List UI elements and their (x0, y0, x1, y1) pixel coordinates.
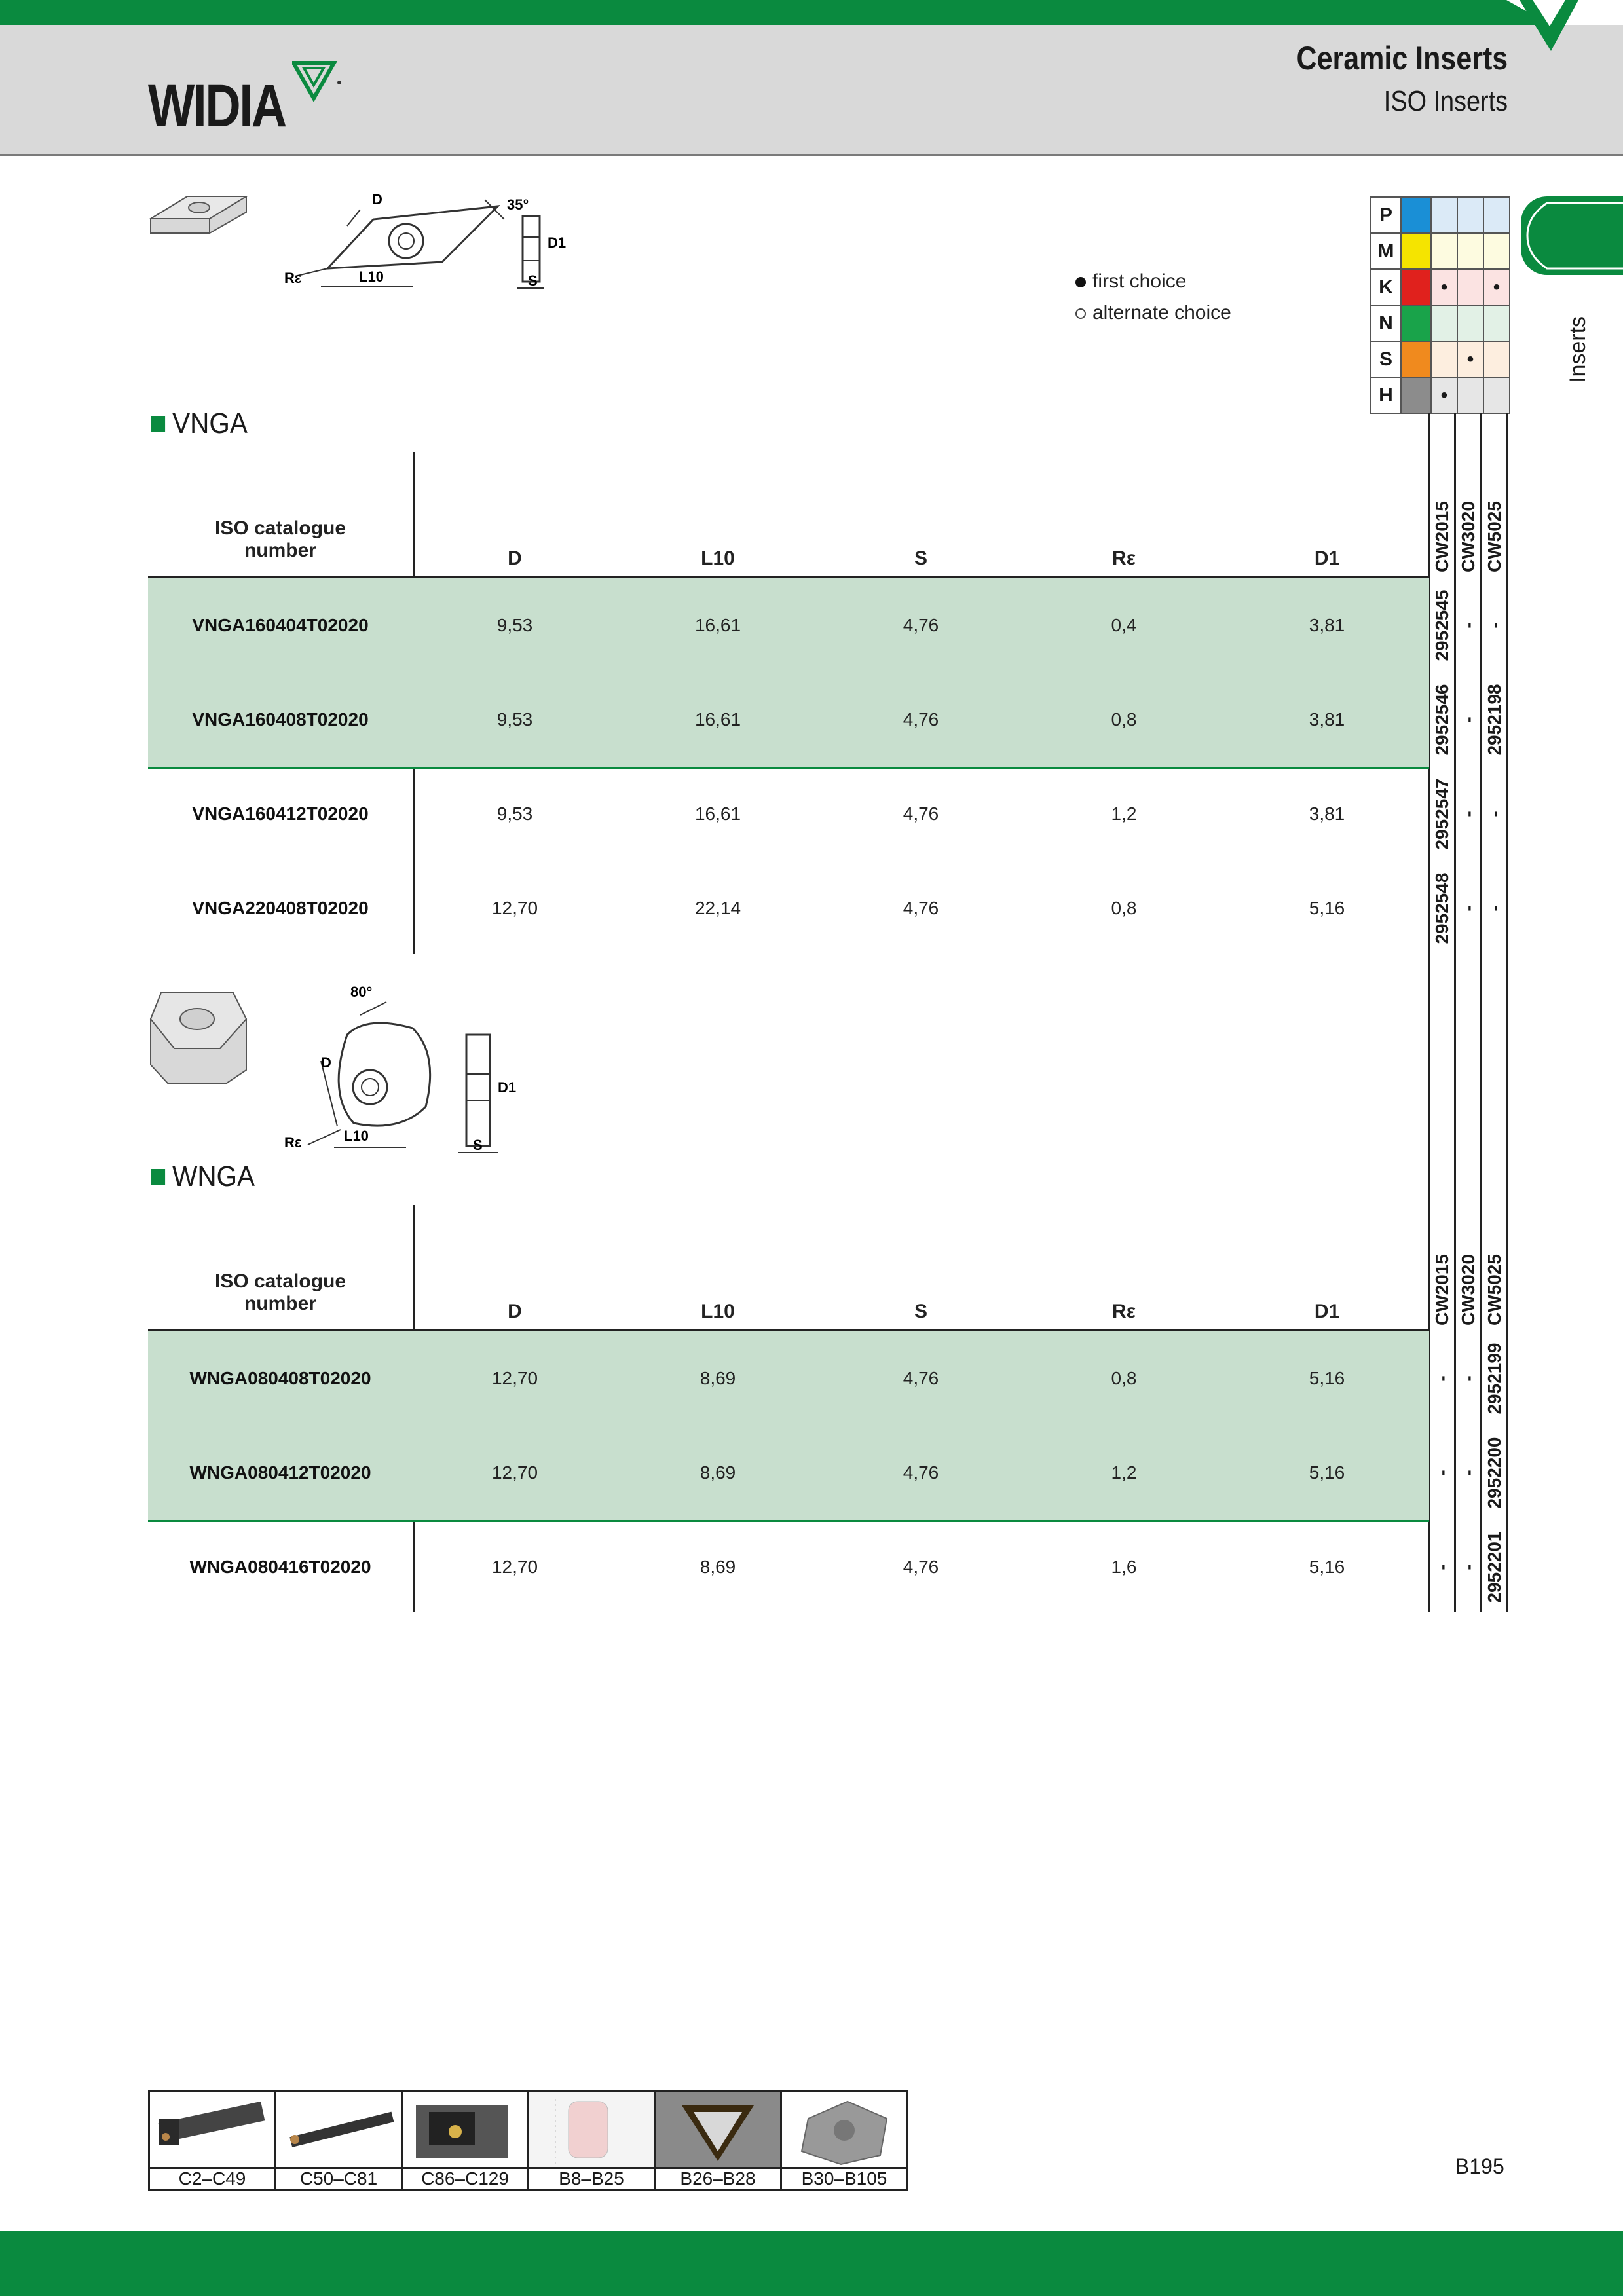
grade-col-line (1506, 413, 1508, 1612)
nav-thumbnail (403, 2092, 527, 2169)
cell-l10: 8,69 (700, 1368, 736, 1388)
page-number: B195 (1455, 2155, 1504, 2178)
catalogue-number: WNGA080412T02020 (189, 1462, 371, 1483)
material-row (1371, 341, 1510, 377)
order-number: 2952548 (1432, 872, 1452, 944)
order-number: - (1432, 1564, 1452, 1570)
wnga-section-title: WNGA (151, 1160, 255, 1193)
grade-header: CW5025 (1484, 501, 1504, 572)
dim-d-label: D (321, 1054, 331, 1071)
material-grade-mark (1431, 305, 1457, 341)
cell-s: 4,76 (903, 709, 939, 730)
material-color-swatch (1401, 233, 1431, 269)
catalogue-nav (148, 2090, 908, 2191)
grade-header: CW2015 (1432, 501, 1452, 572)
nav-thumbnail (529, 2092, 654, 2169)
material-grade-mark (1431, 197, 1457, 233)
order-number: - (1432, 1375, 1452, 1382)
order-number: 2952545 (1432, 589, 1452, 661)
order-number: - (1458, 811, 1478, 817)
nav-thumbnail (656, 2092, 780, 2169)
legend-first-choice: first choice (1075, 266, 1231, 297)
material-letter: K (1371, 269, 1401, 305)
nav-label: B26–B28 (680, 2168, 756, 2189)
order-number: - (1458, 905, 1478, 912)
page-title: Ceramic Inserts (1296, 40, 1508, 77)
cell-re: 1,6 (1111, 1557, 1137, 1577)
cell-re: 0,8 (1111, 1368, 1137, 1388)
col-header-d: D (508, 1301, 522, 1322)
cell-d: 12,70 (491, 1368, 538, 1388)
side-tab-label: Inserts (1565, 316, 1590, 383)
material-row (1371, 377, 1510, 413)
cell-l10: 8,69 (700, 1462, 736, 1483)
cell-d: 12,70 (491, 898, 538, 918)
material-grade-mark (1483, 233, 1510, 269)
cell-d1: 5,16 (1309, 1462, 1345, 1483)
material-color-swatch (1401, 197, 1431, 233)
material-grade-mark (1457, 233, 1483, 269)
material-grade-mark (1457, 305, 1483, 341)
nav-link[interactable] (655, 2092, 781, 2190)
cell-re: 0,8 (1111, 898, 1137, 918)
nav-link[interactable] (529, 2092, 655, 2190)
bottom-green-bar (0, 2231, 1623, 2296)
cell-d: 12,70 (491, 1557, 538, 1577)
order-number: - (1484, 905, 1504, 912)
col-header-re: Rε (1112, 1301, 1136, 1322)
dim-re-label: Rε (284, 1134, 302, 1151)
material-grade-mark (1457, 197, 1483, 233)
grade-col-line (1480, 413, 1482, 1612)
dim-d1-label: D1 (548, 234, 567, 251)
col-header-iso: ISO catalogue number (214, 517, 346, 561)
material-row (1371, 269, 1510, 305)
cell-d1: 5,16 (1309, 898, 1345, 918)
corner-notch-icon (1506, 0, 1623, 52)
cell-s: 4,76 (903, 804, 939, 824)
wnga-dimension-drawing (282, 982, 524, 1159)
nav-link[interactable] (149, 2092, 276, 2190)
cell-d: 9,53 (496, 804, 533, 824)
catalogue-number: VNGA160404T02020 (192, 615, 369, 635)
cell-re: 0,4 (1111, 615, 1137, 635)
dim-s-label: S (528, 272, 538, 289)
cell-l10: 22,14 (694, 898, 741, 918)
material-grade-mark (1431, 233, 1457, 269)
cell-d1: 3,81 (1309, 615, 1345, 635)
grade-col-line (1454, 413, 1456, 1612)
material-grade-mark (1483, 197, 1510, 233)
cell-d: 9,53 (496, 709, 533, 730)
cell-d1: 5,16 (1309, 1368, 1345, 1388)
grade-header: CW3020 (1458, 501, 1478, 572)
material-letter: S (1371, 341, 1401, 377)
col-header-s: S (914, 547, 927, 569)
cell-d1: 5,16 (1309, 1557, 1345, 1577)
material-grade-mark (1431, 341, 1457, 377)
cell-re: 1,2 (1111, 804, 1137, 824)
col-header-d1: D1 (1314, 1301, 1340, 1322)
catalogue-number: WNGA080416T02020 (189, 1557, 371, 1577)
order-number: 2952198 (1484, 684, 1504, 756)
material-color-swatch (1401, 341, 1431, 377)
dim-d-label: D (372, 191, 382, 208)
cell-l10: 16,61 (694, 804, 741, 824)
dim-re-label: Rε (284, 270, 302, 286)
hollow-dot-icon (1075, 308, 1086, 319)
material-row (1371, 233, 1510, 269)
green-square-icon (151, 1169, 165, 1185)
page-subtitle: ISO Inserts (1383, 85, 1508, 117)
widia-logo-icon (292, 60, 345, 106)
dim-d1-label: D1 (498, 1079, 517, 1096)
nav-link[interactable] (402, 2092, 529, 2190)
col-header-l10: L10 (701, 1301, 735, 1322)
nav-thumbnail (276, 2092, 401, 2169)
nav-thumbnail (150, 2092, 274, 2169)
material-row (1371, 305, 1510, 341)
filled-dot-icon (1075, 277, 1086, 287)
nav-label: B30–B105 (801, 2168, 887, 2189)
material-letter: M (1371, 233, 1401, 269)
order-number: 2952200 (1484, 1437, 1504, 1509)
nav-label: B8–B25 (559, 2168, 624, 2189)
dim-l10-label: L10 (359, 268, 384, 285)
material-grade-mark: • (1431, 269, 1457, 305)
order-number: - (1458, 716, 1478, 723)
material-grade-mark: • (1431, 377, 1457, 413)
catalogue-number: VNGA160412T02020 (192, 804, 369, 824)
brand-logo: WIDIA (148, 73, 286, 139)
band-rule (148, 1520, 1429, 1522)
col-header-iso: ISO catalogue number (214, 1270, 346, 1314)
material-grade-mark: • (1457, 341, 1483, 377)
band-rule (148, 767, 1429, 769)
material-row (1371, 197, 1510, 233)
material-matrix (1370, 196, 1510, 414)
catalogue-number: VNGA220408T02020 (192, 898, 369, 918)
order-number: - (1484, 811, 1504, 817)
nav-link[interactable] (781, 2092, 908, 2190)
cell-d1: 3,81 (1309, 804, 1345, 824)
col-header-d: D (508, 547, 522, 569)
catalogue-number: WNGA080408T02020 (189, 1368, 371, 1388)
dim-angle-label: 35° (507, 196, 529, 213)
material-letter: P (1371, 197, 1401, 233)
choice-legend (1075, 266, 1231, 329)
legend-alternate-choice: alternate choice (1075, 297, 1231, 329)
order-number: 2952199 (1484, 1342, 1504, 1415)
cell-re: 1,2 (1111, 1462, 1137, 1483)
catalogue-number: VNGA160408T02020 (192, 709, 369, 730)
cell-l10: 8,69 (700, 1557, 736, 1577)
nav-label: C50–C81 (299, 2168, 378, 2189)
order-number: 2952547 (1432, 778, 1452, 850)
cell-s: 4,76 (903, 1368, 939, 1388)
material-color-swatch (1401, 377, 1431, 413)
material-color-swatch (1401, 269, 1431, 305)
dim-angle-label: 80° (350, 984, 373, 1000)
cell-d: 9,53 (496, 615, 533, 635)
tab-shape-icon (1521, 196, 1623, 275)
material-color-swatch (1401, 305, 1431, 341)
cell-re: 0,8 (1111, 709, 1137, 730)
order-number: - (1458, 1470, 1478, 1476)
material-letter: H (1371, 377, 1401, 413)
cell-s: 4,76 (903, 898, 939, 918)
nav-link[interactable] (276, 2092, 402, 2190)
material-grade-mark (1483, 377, 1510, 413)
order-number: - (1484, 622, 1504, 629)
dim-s-label: S (473, 1137, 483, 1153)
material-grade-mark: • (1483, 269, 1510, 305)
grade-header: CW5025 (1484, 1254, 1504, 1325)
dim-l10-label: L10 (344, 1128, 369, 1144)
cell-s: 4,76 (903, 1557, 939, 1577)
top-green-bar (0, 0, 1623, 25)
nav-thumbnail (782, 2092, 906, 2169)
order-number: 2952546 (1432, 684, 1452, 756)
material-letter: N (1371, 305, 1401, 341)
cell-l10: 16,61 (694, 615, 741, 635)
wnga-insert-photo (148, 986, 253, 1084)
order-number: - (1458, 622, 1478, 629)
material-grade-mark (1457, 377, 1483, 413)
order-number: - (1432, 1470, 1452, 1476)
order-number: - (1458, 1375, 1478, 1382)
cell-d1: 3,81 (1309, 709, 1345, 730)
col-header-re: Rε (1112, 547, 1136, 569)
material-grade-mark (1457, 269, 1483, 305)
cell-d: 12,70 (491, 1462, 538, 1483)
vnga-dimension-drawing (282, 190, 583, 301)
order-number: 2952201 (1484, 1531, 1504, 1603)
nav-label: C86–C129 (421, 2168, 509, 2189)
col-header-s: S (914, 1301, 927, 1322)
vnga-section-title: VNGA (151, 407, 248, 440)
material-grade-mark (1483, 305, 1510, 341)
cell-s: 4,76 (903, 1462, 939, 1483)
nav-label: C2–C49 (178, 2168, 246, 2189)
cell-s: 4,76 (903, 615, 939, 635)
grade-header: CW2015 (1432, 1254, 1452, 1325)
material-grade-mark (1483, 341, 1510, 377)
cell-l10: 16,61 (694, 709, 741, 730)
green-square-icon (151, 416, 165, 432)
col-header-d1: D1 (1314, 547, 1340, 569)
vnga-insert-photo (148, 193, 253, 238)
col-header-l10: L10 (701, 547, 735, 569)
order-number: - (1458, 1564, 1478, 1570)
grade-header: CW3020 (1458, 1254, 1478, 1325)
